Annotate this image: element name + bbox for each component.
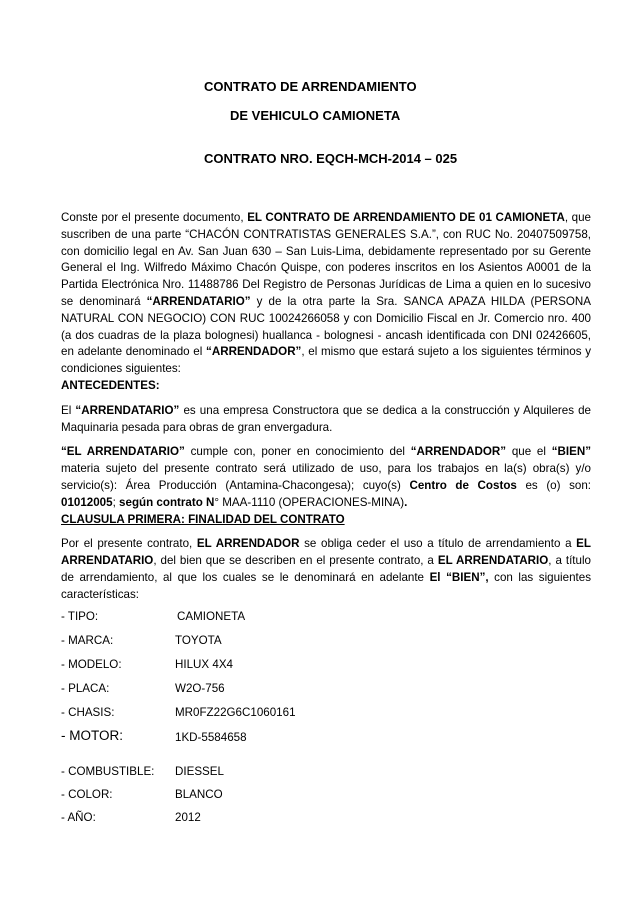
- spec-label-tipo: - TIPO:: [61, 610, 99, 623]
- intro-paragraph: [61, 210, 591, 378]
- ant-p2-text-2: que el: [506, 445, 552, 459]
- cl-text-1: Por el presente contrato,: [61, 537, 197, 551]
- contract-title-line1: CONTRATO DE ARRENDAMIENTO: [204, 79, 417, 94]
- spec-value-placa: W2O-756: [175, 682, 225, 695]
- ant-p2-text-6: ° MAA-1110 (OPERACIONES-MINA): [214, 495, 405, 509]
- intro-bold-3: “ARRENDADOR”: [206, 345, 302, 359]
- intro-text-2: , que suscriben de una parte “CHACÓN CONTRATISTAS GENERALES S.A.”, con RUC No. 20407509758, con domicilio legal en Av. San Juan 630 – San Luis-Lima, debidamente representado por su Gerente General el Ing. Wilfredo Máximo Chacón Quispe, con poderes inscritos en los Asientos A0001 de la Partida Electrónica Nro. 11488786 Del Registro de Personas Jurídicas de Lima a quien en lo sucesivo se denominará: [61, 211, 591, 308]
- ant-p1-text: es una empresa Constructora que se dedica a la construcción y Alquileres de Maquinaria pesada para obras de gran envergadura.: [61, 403, 592, 434]
- ant-p2-text-3: materia sujeto del presente contrato será utilizado de uso, para los trabajos en la(s) obra(s) y/o servicio(s): Área Producción (Antamina-Chacongesa); cuyo(s): [61, 462, 591, 492]
- cl-text-4: , a título de arrendamiento, al que los cuales se le denominará en adelante: [61, 554, 591, 584]
- ant-p1-pre: El: [61, 403, 76, 417]
- antecedentes-heading: ANTECEDENTES:: [61, 378, 160, 392]
- spec-value-motor: 1KD-5584658: [175, 731, 247, 744]
- spec-label-anio: - AÑO:: [61, 811, 96, 824]
- cl-text-2: se obliga ceder el uso a título de arrendamiento a: [299, 537, 577, 551]
- clausula-paragraph: [61, 536, 591, 603]
- document-body: [61, 210, 591, 604]
- spec-label-color: - COLOR:: [61, 788, 113, 801]
- spec-label-placa: - PLACA:: [61, 682, 110, 695]
- spec-value-modelo: HILUX 4X4: [175, 658, 233, 671]
- spec-value-color: BLANCO: [175, 788, 223, 801]
- ant-p2-bold-6: según contrato N: [119, 495, 215, 509]
- cl-bold-1: EL ARRENDADOR: [196, 537, 300, 551]
- intro-text-3: y de la otra parte la Sra. SANCA APAZA HILDA (PERSONA NATURAL CON NEGOCIO) CON RUC 10024266058 y con Domicilio Fiscal en Jr. Comercio nro. 400 (a dos cuadras de la plaza bolognesi) huallanca - bolognesi - ancash identificada con DNI 02426605, en adelante denominado el: [61, 294, 591, 359]
- spec-value-marca: TOYOTA: [175, 634, 222, 647]
- cl-bold-4: El “BIEN”,: [429, 570, 489, 584]
- spec-label-combustible: - COMBUSTIBLE:: [61, 765, 155, 778]
- antecedentes-paragraph-2: [61, 444, 591, 511]
- spec-value-anio: 2012: [175, 811, 201, 824]
- ant-p2-bold-1: “EL ARRENDATARIO”: [61, 445, 185, 459]
- contract-title-line2: DE VEHICULO CAMIONETA: [230, 108, 401, 123]
- cl-text-5: con las siguientes características:: [61, 570, 591, 601]
- ant-p2-text-4: es (o) son:: [516, 478, 592, 492]
- spec-value-chasis: MR0FZ22G6C1060161: [175, 706, 296, 719]
- spec-label-modelo: - MODELO:: [61, 658, 122, 671]
- ant-p2-text-5: ;: [112, 495, 120, 509]
- ant-p2-text-1: cumple con, poner en conocimiento del: [184, 445, 411, 459]
- spec-label-motor: - MOTOR:: [61, 728, 123, 743]
- contract-number: CONTRATO NRO. EQCH-MCH-2014 – 025: [204, 151, 458, 166]
- cl-bold-2: EL ARRENDATARIO: [61, 537, 591, 568]
- spec-value-tipo: CAMIONETA: [177, 610, 246, 623]
- antecedentes-paragraph-1: [61, 403, 591, 437]
- cl-bold-3: EL ARRENDATARIO: [437, 554, 549, 568]
- ant-p2-bold-2: “ARRENDADOR”: [410, 445, 507, 459]
- intro-text-4: , el mismo que estará sujeto a los siguientes términos y condiciones siguientes:: [61, 345, 591, 376]
- spec-label-marca: - MARCA:: [61, 634, 114, 647]
- cl-text-3: , del bien que se describen en el presente contrato, a: [153, 554, 438, 568]
- spec-value-combustible: DIESSEL: [175, 765, 224, 778]
- clausula-heading: CLAUSULA PRIMERA: FINALIDAD DEL CONTRATO: [61, 512, 345, 526]
- intro-bold-1: EL CONTRATO DE ARRENDAMIENTO DE 01 CAMIONETA: [247, 211, 565, 224]
- spec-label-chasis: - CHASIS:: [61, 706, 115, 719]
- ant-p1-bold: “ARRENDATARIO”: [75, 403, 180, 417]
- ant-p2-bold-3: “BIEN”: [551, 445, 592, 459]
- ant-p2-bold-5: 01012005: [61, 495, 113, 509]
- ant-p2-bold-7: .: [404, 495, 408, 509]
- ant-p2-bold-4: Centro de Costos: [409, 478, 517, 492]
- intro-text-1: Conste por el presente documento,: [61, 211, 248, 224]
- intro-bold-2: “ARRENDATARIO”: [146, 294, 251, 308]
